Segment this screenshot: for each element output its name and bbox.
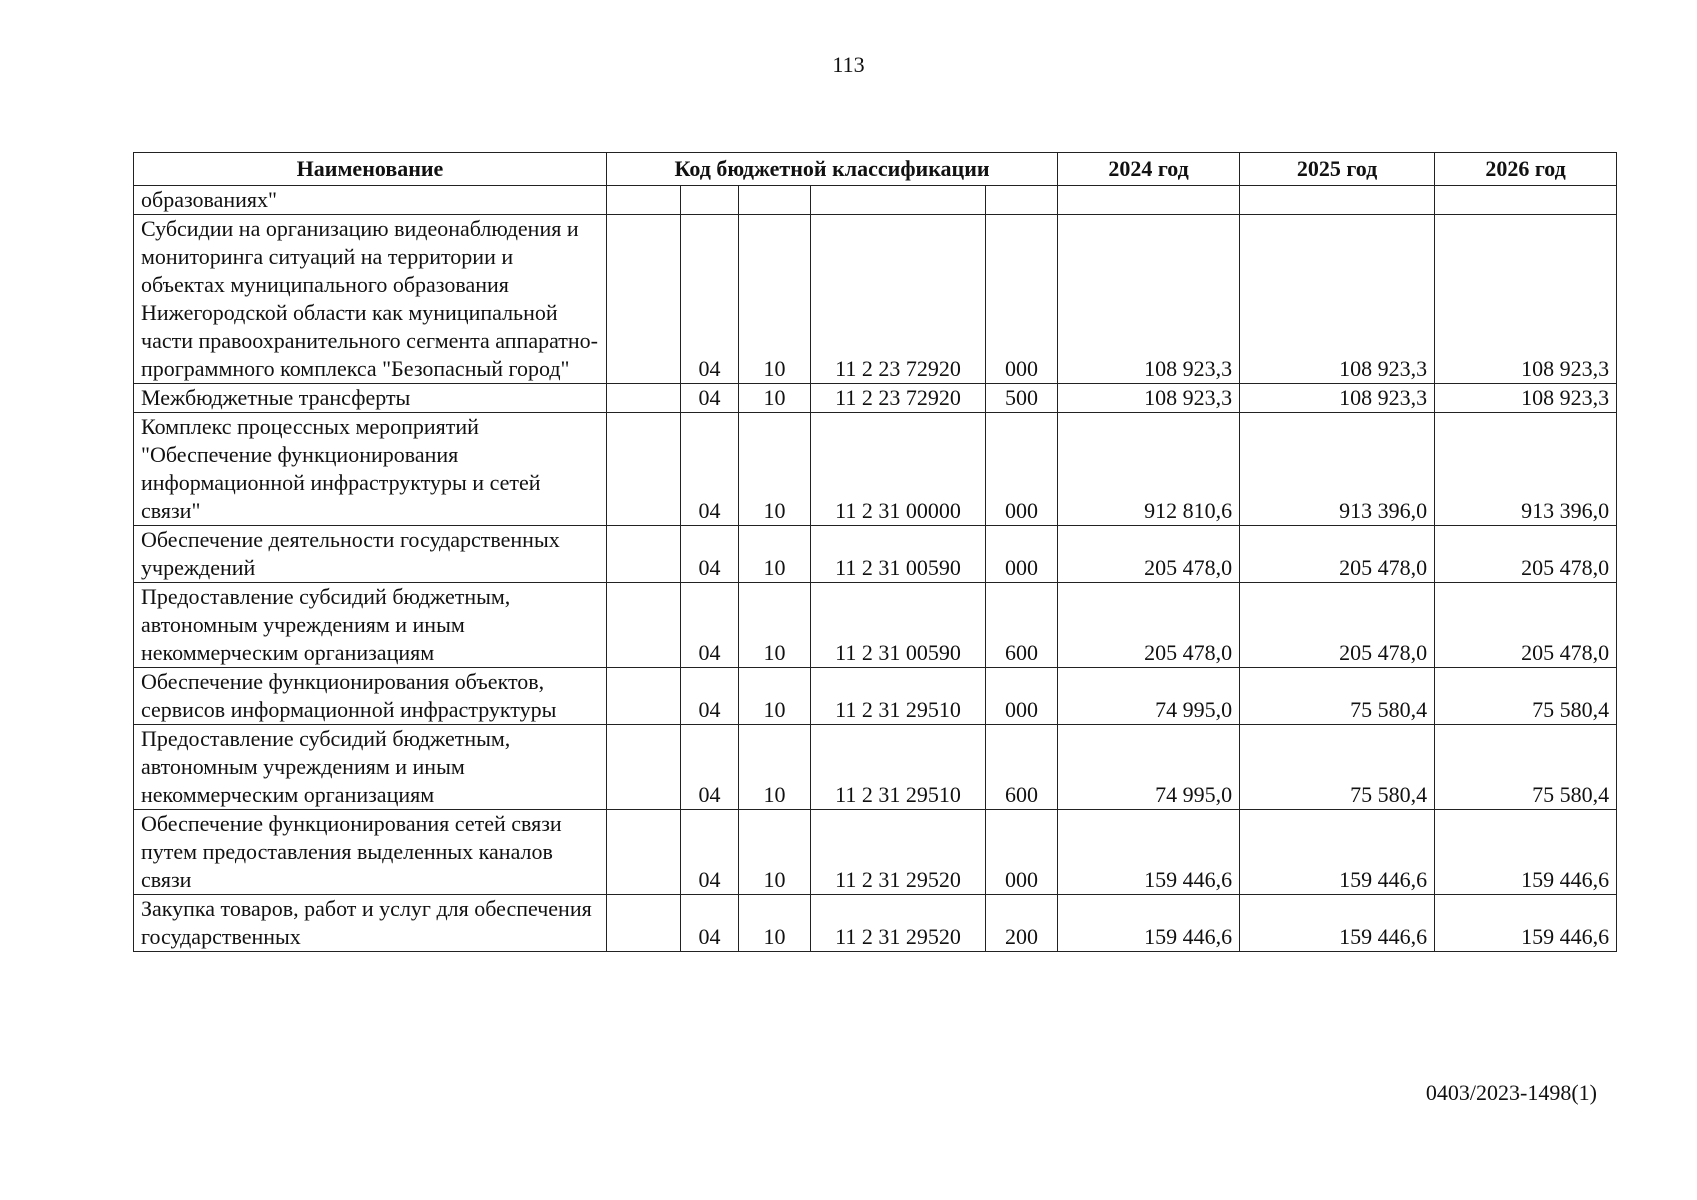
cell-amount-2025: 108 923,3	[1240, 384, 1435, 413]
cell-code-section: 04	[681, 725, 739, 810]
cell-amount-2024	[1058, 186, 1240, 215]
cell-amount-2026: 108 923,3	[1435, 215, 1617, 384]
table-header	[134, 153, 1617, 186]
cell-code-section: 04	[681, 583, 739, 668]
table-row	[134, 413, 1617, 526]
cell-amount-2026: 159 446,6	[1435, 810, 1617, 895]
cell-name: Предоставление субсидий бюджетным, автономным учреждениям и иным некоммерческим организациям	[134, 583, 607, 668]
cell-name: Субсидии на организацию видеонаблюдения и мониторинга ситуаций на территории и объектах муниципального образования Нижегородской области как муниципальной части правоохранительного сегмента аппаратно-программного комплекса "Безопасный город"	[134, 215, 607, 384]
cell-name: Обеспечение функционирования объектов, сервисов информационной инфраструктуры	[134, 668, 607, 725]
cell-amount-2025: 913 396,0	[1240, 413, 1435, 526]
cell-code-subsection: 10	[739, 668, 811, 725]
cell-name: Обеспечение деятельности государственных учреждений	[134, 526, 607, 583]
table-row	[134, 384, 1617, 413]
header-2026: 2026 год	[1435, 153, 1617, 186]
cell-code-subsection: 10	[739, 526, 811, 583]
cell-amount-2025: 205 478,0	[1240, 526, 1435, 583]
cell-amount-2024: 205 478,0	[1058, 583, 1240, 668]
cell-code-subsection: 10	[739, 895, 811, 952]
cell-name: Обеспечение функционирования сетей связи путем предоставления выделенных каналов связи	[134, 810, 607, 895]
cell-name: Межбюджетные трансферты	[134, 384, 607, 413]
cell-amount-2024: 108 923,3	[1058, 215, 1240, 384]
cell-code-expense-type: 000	[986, 413, 1058, 526]
cell-code-target: 11 2 31 00000	[811, 413, 986, 526]
cell-amount-2026: 205 478,0	[1435, 526, 1617, 583]
cell-code-1	[607, 583, 681, 668]
cell-amount-2025: 108 923,3	[1240, 215, 1435, 384]
cell-amount-2025	[1240, 186, 1435, 215]
cell-code-1	[607, 725, 681, 810]
cell-amount-2026: 108 923,3	[1435, 384, 1617, 413]
cell-code-section: 04	[681, 384, 739, 413]
cell-amount-2024: 912 810,6	[1058, 413, 1240, 526]
cell-code-1	[607, 668, 681, 725]
cell-code-subsection: 10	[739, 215, 811, 384]
cell-code-expense-type: 600	[986, 725, 1058, 810]
cell-code-target: 11 2 31 29520	[811, 895, 986, 952]
cell-code-expense-type: 500	[986, 384, 1058, 413]
cell-amount-2026: 75 580,4	[1435, 668, 1617, 725]
cell-amount-2025: 75 580,4	[1240, 725, 1435, 810]
cell-amount-2024: 74 995,0	[1058, 668, 1240, 725]
cell-code-section: 04	[681, 413, 739, 526]
cell-code-1	[607, 810, 681, 895]
cell-amount-2024: 108 923,3	[1058, 384, 1240, 413]
cell-code-section: 04	[681, 668, 739, 725]
table-row	[134, 215, 1617, 384]
table-body	[134, 186, 1617, 952]
table-row	[134, 526, 1617, 583]
cell-code-expense-type: 000	[986, 810, 1058, 895]
table-row	[134, 895, 1617, 952]
cell-code-section	[681, 186, 739, 215]
table-row	[134, 668, 1617, 725]
cell-amount-2025: 205 478,0	[1240, 583, 1435, 668]
cell-code-section: 04	[681, 215, 739, 384]
cell-code-target: 11 2 31 29510	[811, 725, 986, 810]
cell-code-subsection: 10	[739, 810, 811, 895]
cell-amount-2024: 159 446,6	[1058, 810, 1240, 895]
cell-name: Комплекс процессных мероприятий "Обеспечение функционирования информационной инфраструктуры и сетей связи"	[134, 413, 607, 526]
header-name: Наименование	[134, 153, 607, 186]
cell-amount-2024: 205 478,0	[1058, 526, 1240, 583]
cell-code-section: 04	[681, 526, 739, 583]
cell-amount-2026: 75 580,4	[1435, 725, 1617, 810]
cell-code-expense-type: 000	[986, 215, 1058, 384]
table-row	[134, 583, 1617, 668]
cell-code-target: 11 2 31 29510	[811, 668, 986, 725]
cell-code-1	[607, 526, 681, 583]
cell-name: Предоставление субсидий бюджетным, автономным учреждениям и иным некоммерческим организациям	[134, 725, 607, 810]
table-row	[134, 725, 1617, 810]
cell-amount-2024: 74 995,0	[1058, 725, 1240, 810]
cell-amount-2025: 159 446,6	[1240, 895, 1435, 952]
cell-code-target: 11 2 23 72920	[811, 384, 986, 413]
cell-code-1	[607, 384, 681, 413]
cell-code-target: 11 2 31 00590	[811, 526, 986, 583]
cell-code-expense-type: 000	[986, 668, 1058, 725]
cell-code-1	[607, 413, 681, 526]
cell-amount-2026	[1435, 186, 1617, 215]
cell-code-1	[607, 186, 681, 215]
cell-code-subsection: 10	[739, 583, 811, 668]
cell-amount-2025: 75 580,4	[1240, 668, 1435, 725]
cell-code-section: 04	[681, 895, 739, 952]
cell-amount-2026: 913 396,0	[1435, 413, 1617, 526]
cell-code-expense-type: 000	[986, 526, 1058, 583]
cell-code-subsection: 10	[739, 384, 811, 413]
cell-code-expense-type	[986, 186, 1058, 215]
cell-code-section: 04	[681, 810, 739, 895]
table-row	[134, 186, 1617, 215]
cell-code-1	[607, 215, 681, 384]
cell-code-target	[811, 186, 986, 215]
budget-table	[133, 152, 1617, 952]
cell-amount-2026: 159 446,6	[1435, 895, 1617, 952]
cell-amount-2024: 159 446,6	[1058, 895, 1240, 952]
header-2025: 2025 год	[1240, 153, 1435, 186]
cell-code-subsection	[739, 186, 811, 215]
header-code: Код бюджетной классификации	[607, 153, 1058, 186]
cell-code-expense-type: 600	[986, 583, 1058, 668]
cell-code-target: 11 2 23 72920	[811, 215, 986, 384]
table-row	[134, 810, 1617, 895]
cell-code-target: 11 2 31 29520	[811, 810, 986, 895]
cell-code-subsection: 10	[739, 725, 811, 810]
cell-code-target: 11 2 31 00590	[811, 583, 986, 668]
cell-amount-2026: 205 478,0	[1435, 583, 1617, 668]
cell-code-1	[607, 895, 681, 952]
cell-code-subsection: 10	[739, 413, 811, 526]
cell-name: образованиях"	[134, 186, 607, 215]
cell-code-expense-type: 200	[986, 895, 1058, 952]
cell-name: Закупка товаров, работ и услуг для обеспечения государственных	[134, 895, 607, 952]
cell-amount-2025: 159 446,6	[1240, 810, 1435, 895]
header-2024: 2024 год	[1058, 153, 1240, 186]
document-code: 0403/2023-1498(1)	[1425, 1080, 1597, 1105]
page-number: 113	[832, 52, 865, 77]
